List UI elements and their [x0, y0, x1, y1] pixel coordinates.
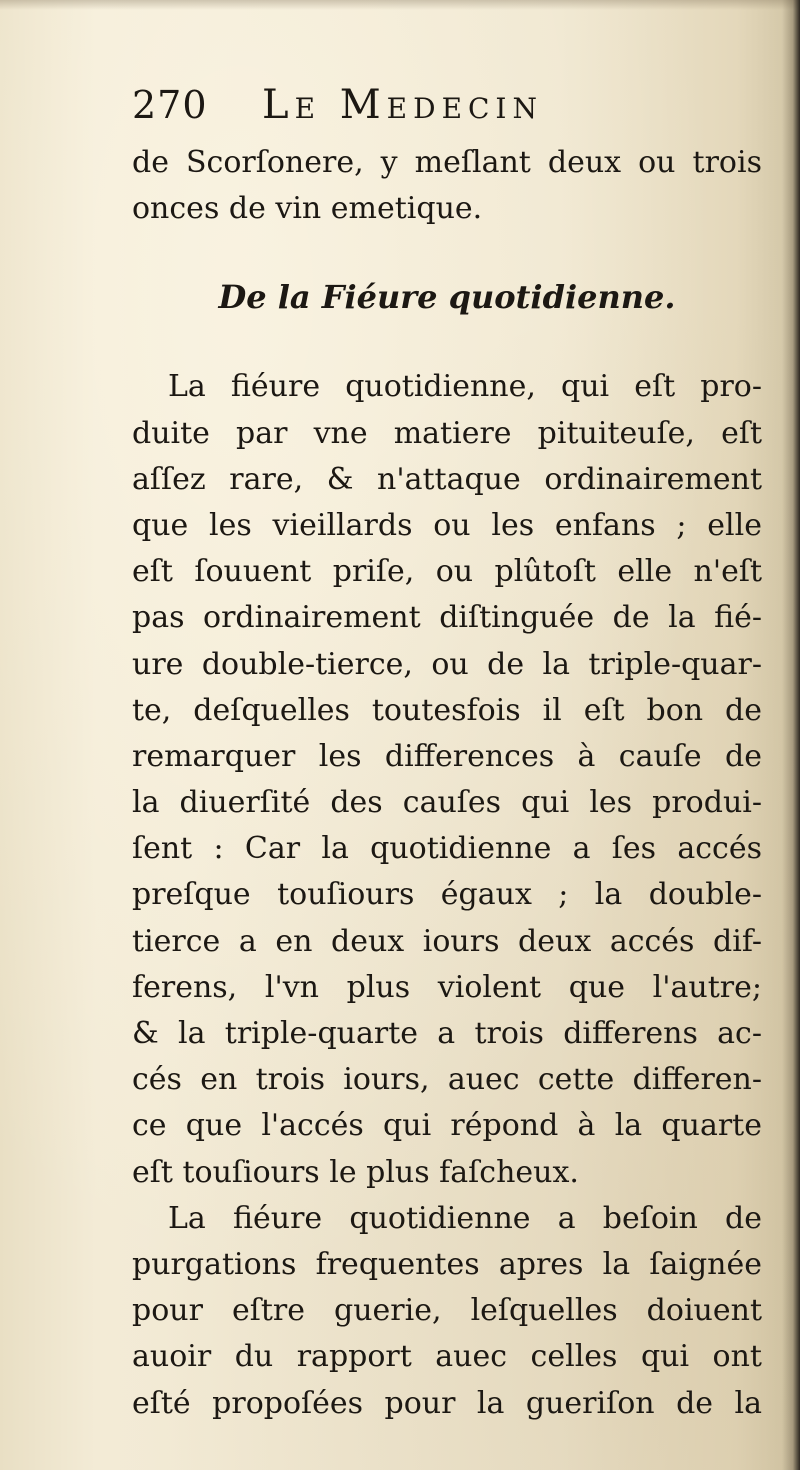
text-line: onces de vin emetique.: [132, 191, 483, 227]
text-line: duite par vne matiere pituiteuſe, eſt: [132, 415, 762, 451]
page-number: 270: [132, 83, 208, 127]
page-text-block: [132, 82, 762, 1427]
text-line: cés en trois iours, auec cette differen-: [132, 1062, 762, 1098]
text-line: ſent : Car la quotidienne a ſes accés: [132, 831, 762, 867]
text-line: eſt touſiours le plus faſcheux.: [132, 1154, 579, 1190]
text-line: pas ordinairement diſtinguée de la fié-: [132, 600, 762, 636]
text-line: pour eſtre guerie, leſquelles doiuent: [132, 1293, 762, 1329]
text-line: eſté propoſées pour la gueriſon de la: [132, 1385, 762, 1421]
text-line: purgations frequentes apres la ſaignée: [132, 1246, 762, 1282]
text-line: ce que l'accés qui répond à la quarte: [132, 1108, 762, 1144]
page-top-shadow: [0, 0, 800, 10]
text-line: te, deſquelles toutesfois il eſt bon de: [132, 692, 762, 728]
text-line: & la triple-quarte a trois differens ac-: [132, 1016, 762, 1051]
text-line: de Scorſonere, y meſlant deux ou trois: [132, 145, 762, 180]
paragraph-2: [132, 1196, 762, 1427]
text-line: auoir du rapport auec celles qui ont: [132, 1339, 762, 1375]
text-line: la diuerſité des cauſes qui les produi-: [132, 785, 762, 821]
text-line: ferens, l'vn plus violent que l'autre;: [132, 969, 762, 1005]
text-line: ure double-tierce, ou de la triple-quar-: [132, 646, 762, 682]
running-head: Le Medecin: [262, 82, 543, 128]
section-title: De la Fiéure quotidienne.: [218, 278, 676, 317]
text-line: que les vieillards ou les enfans ; elle: [132, 507, 762, 543]
text-line: remarquer les differences à cauſe de: [132, 738, 762, 774]
text-line: preſque touſiours égaux ; la double-: [132, 877, 762, 913]
page-header: [132, 82, 762, 140]
paragraph-1: [132, 364, 762, 1195]
text-line: La fiéure quotidienne a beſoin de: [168, 1200, 762, 1236]
text-line: aſſez rare, & n'attaque ordinairement: [132, 461, 762, 497]
text-line: La fiéure quotidienne, qui eſt pro-: [168, 369, 762, 405]
text-line: tierce a en deux iours deux accés dif-: [132, 923, 762, 959]
text-line: eſt ſouuent priſe, ou plûtoſt elle n'eſt: [132, 554, 762, 590]
page-gutter-shadow: [782, 0, 800, 1470]
